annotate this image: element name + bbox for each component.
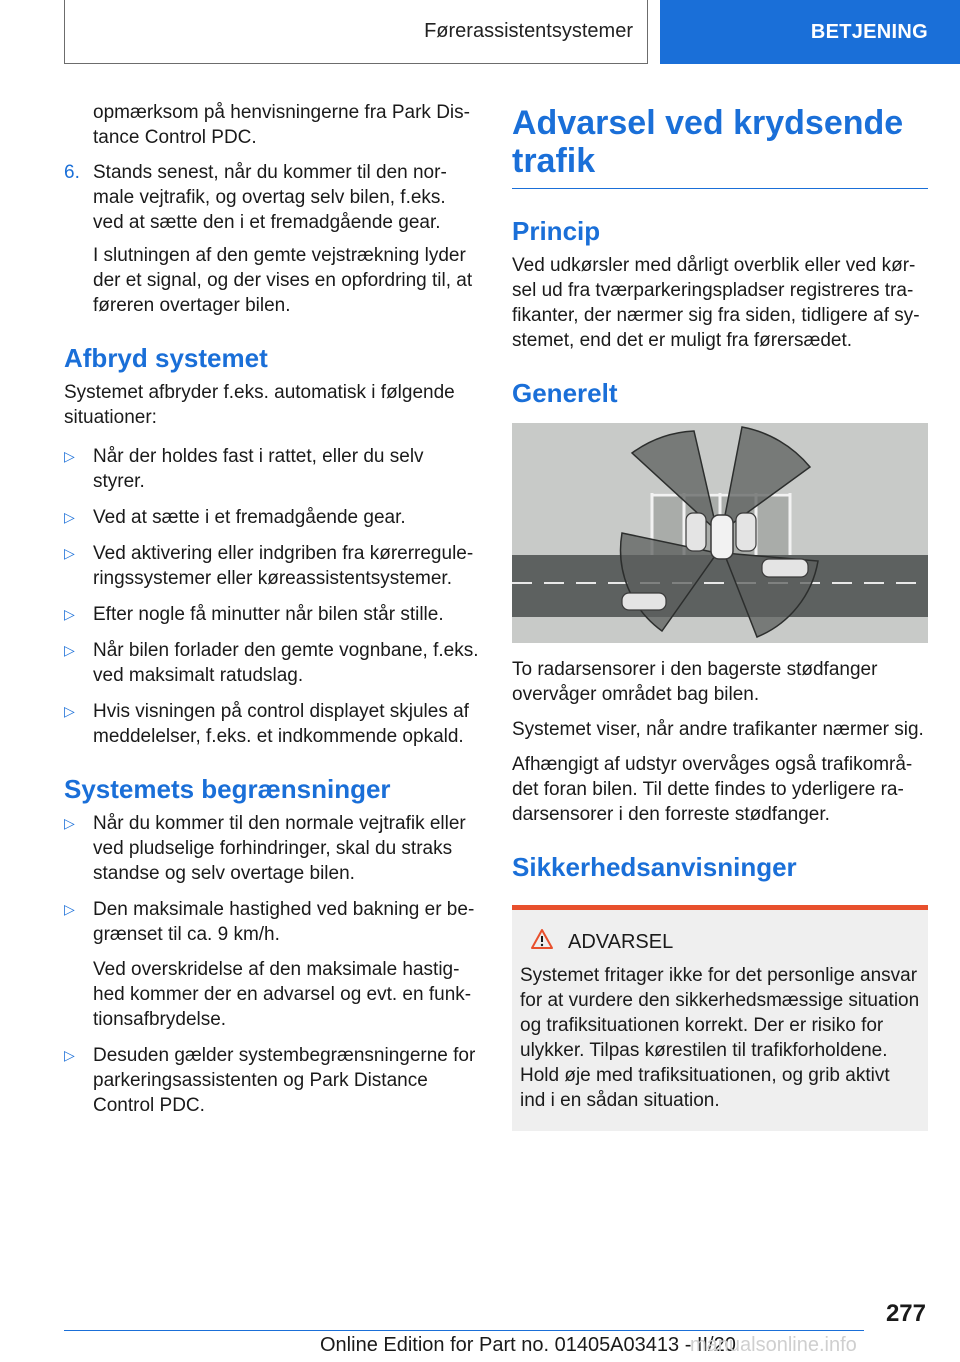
princip-heading: Princip bbox=[512, 216, 601, 246]
list-item: ▷ Den maksimale hastighed ved bakning er begrænset til ca. 9 km/h. Ved overskridelse af den maksimale hastighed kommer der en advarsel og evt. en funktionsafbrydelse. bbox=[64, 899, 475, 1030]
triangle-bullet-icon: ▷ bbox=[64, 545, 75, 561]
triangle-bullet-icon: ▷ bbox=[64, 901, 75, 917]
afbryd-heading: Afbryd systemet bbox=[64, 343, 268, 373]
footer-watermark: manualsonline.info bbox=[690, 1334, 857, 1356]
list-item: ▷ Desuden gælder systembegrænsningerne for parkeringsassistenten og Park Distance Control PDC. bbox=[64, 1045, 476, 1116]
limits-list bbox=[64, 811, 480, 1118]
safety-heading: Sikkerhedsanvisninger bbox=[512, 852, 797, 882]
step-text: Stands senest, når du kommer til den normale vejtrafik, og overtag selv bilen, f.eks. ved at sætte den i et fremadgående gear. bbox=[93, 162, 447, 233]
triangle-bullet-icon: ▷ bbox=[64, 448, 75, 464]
left-column bbox=[64, 100, 480, 1129]
warning-title: ADVARSEL bbox=[568, 931, 674, 953]
header-chapter bbox=[660, 0, 960, 64]
header-section-title: Førerassistentsystemer bbox=[424, 20, 633, 42]
warning-box bbox=[512, 905, 928, 1131]
list-item: ▷ Ved at sætte i et fremadgående gear. bbox=[64, 507, 406, 528]
warning-triangle-icon bbox=[530, 928, 554, 957]
footer-divider bbox=[64, 1330, 864, 1331]
step-number: 6. bbox=[64, 162, 80, 183]
generelt-p2: Systemet viser, når andre trafikanter nærmer sig. bbox=[512, 719, 924, 740]
afbryd-list bbox=[64, 444, 480, 749]
right-column bbox=[512, 100, 928, 1131]
warning-text: Systemet fritager ikke for det personlige ansvar for at vurdere den sikkerhedsmæssige situation og trafiksituationen korrekt. Der er risiko for ulykker. Tilpas kørestilen til trafikforholdene. Hold øje med trafiksituationen, og grib aktivt ind i en sådan situation. bbox=[520, 965, 920, 1111]
warning-title-row bbox=[520, 928, 920, 957]
princip-text: Ved udkørsler med dårligt overblik eller ved kørsel ud fra tværparkeringspladser registreres trafikanter, der nærmer sig fra siden, tidligere af systemet, end det er muligt fra førersædet. bbox=[512, 255, 920, 351]
header-section bbox=[64, 0, 648, 64]
triangle-bullet-icon: ▷ bbox=[64, 642, 75, 658]
cross-traffic-illustration bbox=[512, 423, 928, 643]
generelt-p3: Afhængigt af udstyr overvåges også trafikområdet foran bilen. Til dette findes to yderligere radarsensorer i den forreste stødfanger. bbox=[512, 754, 913, 825]
triangle-bullet-icon: ▷ bbox=[64, 1047, 75, 1063]
page-number: 277 bbox=[885, 1300, 926, 1327]
header-chapter-title: BETJENING bbox=[810, 20, 928, 43]
list-item: ▷ Ved aktivering eller indgriben fra kørerreguleringssystemer eller køreassistentsystemer. bbox=[64, 543, 474, 589]
triangle-bullet-icon: ▷ bbox=[64, 606, 75, 622]
generelt-p1: To radarsensorer i den bagerste stødfanger overvåger området bag bilen. bbox=[512, 659, 878, 705]
generelt-heading: Generelt bbox=[512, 378, 618, 408]
triangle-bullet-icon: ▷ bbox=[64, 815, 75, 831]
step-6 bbox=[64, 160, 480, 235]
radar-zones-graphic bbox=[512, 423, 928, 643]
list-item: ▷ Når der holdes fast i rattet, eller du selv styrer. bbox=[64, 446, 424, 492]
limits-heading: Systemets begrænsninger bbox=[64, 774, 391, 804]
triangle-bullet-icon: ▷ bbox=[64, 703, 75, 719]
list-item: ▷ Efter nogle få minutter når bilen står stille. bbox=[64, 604, 444, 625]
footer-edition: Online Edition for Part no. 01405A03413 - II/20 bbox=[320, 1334, 736, 1356]
triangle-bullet-icon: ▷ bbox=[64, 509, 75, 525]
list-item: ▷ Hvis visningen på control displayet skjules af meddelelser, f.eks. et indkommende opkald. bbox=[64, 701, 469, 747]
continued-paragraph: opmærksom på henvisningerne fra Park Distance Control PDC. bbox=[93, 102, 470, 148]
step-6-extra: I slutningen af den gemte vejstrækning lyder der et signal, og der vises en opfordring til, at føreren overtager bilen. bbox=[93, 245, 473, 316]
main-heading: Advarsel ved krydsende trafik bbox=[512, 104, 928, 189]
list-item: ▷ Når bilen forlader den gemte vognbane, f.eks. ved maksimalt ratudslag. bbox=[64, 640, 479, 686]
list-item: ▷ Når du kommer til den normale vejtrafik eller ved pludselige forhindringer, skal du straks standse og selv overtage bilen. bbox=[64, 813, 466, 884]
afbryd-intro: Systemet afbryder f.eks. automatisk i følgende situationer: bbox=[64, 382, 455, 428]
